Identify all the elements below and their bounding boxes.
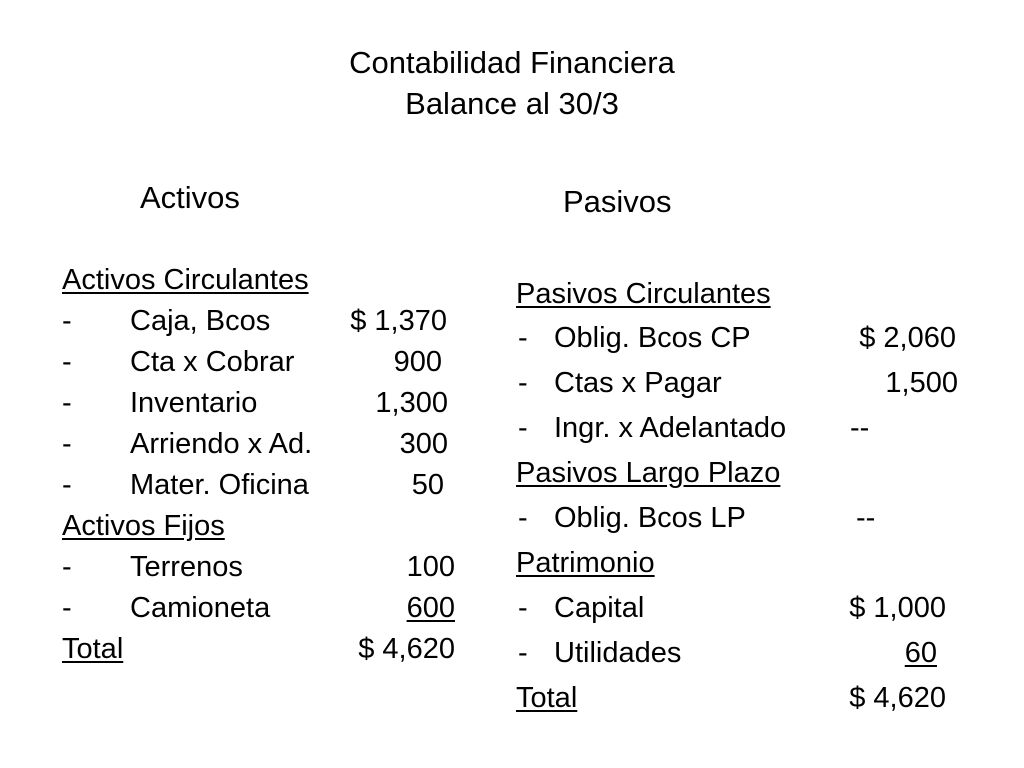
row-dash: - — [62, 346, 72, 378]
row-dash: - — [518, 322, 528, 354]
title-line-2: Balance al 30/3 — [405, 86, 619, 121]
row-amount: -- — [850, 412, 870, 444]
pasivos-heading: Pasivos — [563, 184, 672, 219]
row-amount: 60 — [904, 637, 937, 669]
row-label: Capital — [554, 592, 645, 624]
patrimonio-heading: Patrimonio — [516, 547, 655, 579]
activos-fijos-heading: Activos Fijos — [62, 510, 225, 542]
row-dash: - — [62, 469, 72, 501]
activos-circulantes-heading: Activos Circulantes — [62, 264, 309, 296]
row-label: Oblig. Bcos LP — [554, 502, 746, 534]
total-amount: $ 4,620 — [358, 633, 455, 665]
row-dash: - — [62, 387, 72, 419]
row-amount: 300 — [399, 428, 448, 460]
row-label: Utilidades — [554, 637, 682, 669]
row-dash: - — [62, 305, 72, 337]
row-amount: 50 — [411, 469, 444, 501]
row-amount: 100 — [406, 551, 455, 583]
document-title — [0, 42, 1024, 124]
total-label: Total — [62, 633, 124, 665]
row-dash: - — [62, 428, 72, 460]
row-dash: - — [518, 592, 528, 624]
title-line-1: Contabilidad Financiera — [349, 45, 675, 80]
row-amount: 1,300 — [375, 387, 448, 419]
row-dash: - — [62, 592, 72, 624]
row-label: Caja, Bcos — [130, 305, 271, 337]
row-dash: - — [518, 412, 528, 444]
row-label: Inventario — [130, 387, 258, 419]
row-dash: - — [518, 367, 528, 399]
row-amount: 900 — [393, 346, 442, 378]
row-dash: - — [518, 502, 528, 534]
row-amount: -- — [856, 502, 876, 534]
activos-heading: Activos — [140, 180, 240, 215]
row-label: Arriendo x Ad. — [130, 428, 313, 460]
row-label: Ingr. x Adelantado — [554, 412, 787, 444]
row-amount: $ 1,000 — [849, 592, 946, 624]
row-dash: - — [62, 551, 72, 583]
row-label: Cta x Cobrar — [130, 346, 295, 378]
pasivos-largo-heading: Pasivos Largo Plazo — [516, 457, 781, 489]
row-label: Ctas x Pagar — [554, 367, 722, 399]
pasivos-circulantes-heading: Pasivos Circulantes — [516, 278, 771, 310]
row-amount: $ 1,370 — [350, 305, 447, 337]
total-amount: $ 4,620 — [849, 682, 946, 714]
row-amount: $ 2,060 — [859, 322, 956, 354]
row-label: Oblig. Bcos CP — [554, 322, 751, 354]
row-label: Camioneta — [130, 592, 271, 624]
row-label: Mater. Oficina — [130, 469, 309, 501]
row-dash: - — [518, 637, 528, 669]
row-amount: 600 — [406, 592, 455, 624]
row-label: Terrenos — [130, 551, 243, 583]
row-amount: 1,500 — [885, 367, 958, 399]
total-label: Total — [516, 682, 578, 714]
